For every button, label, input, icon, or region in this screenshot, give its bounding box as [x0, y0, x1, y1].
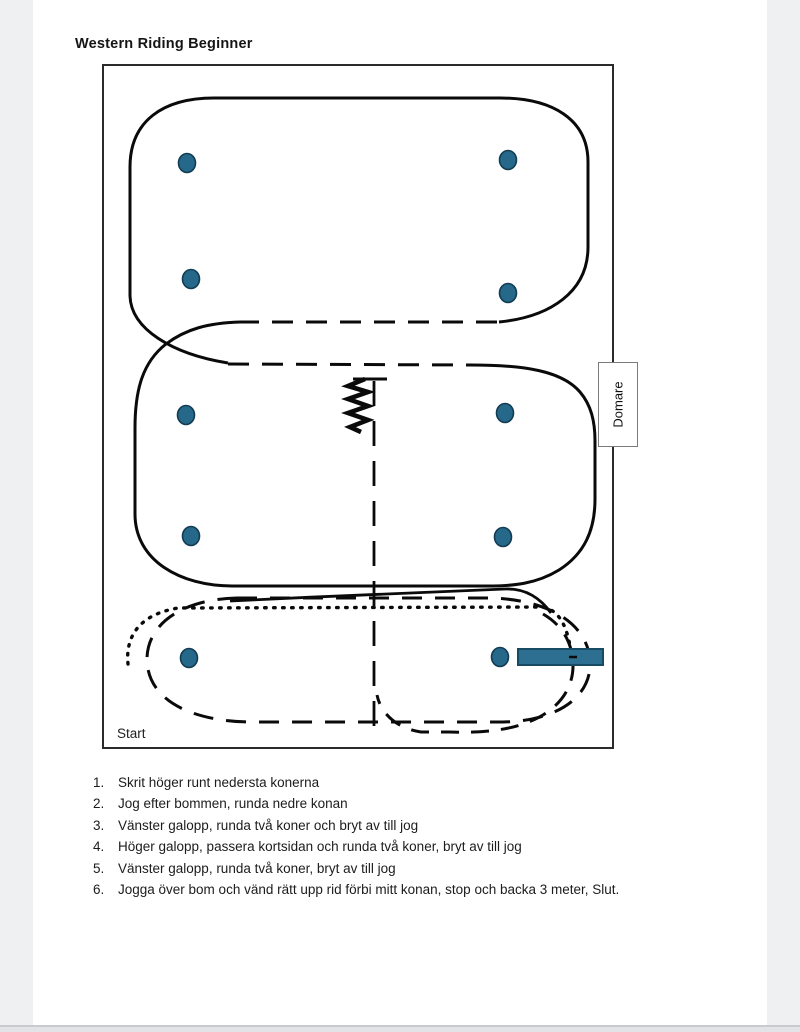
- instruction-text: Skrit höger runt nedersta konerna: [118, 775, 320, 790]
- instructions-list: [93, 772, 713, 900]
- instruction-item: [93, 793, 713, 814]
- instruction-number: 6.: [93, 882, 105, 898]
- cone-marker: [492, 648, 509, 667]
- start-label: Start: [117, 726, 146, 741]
- cone-marker: [495, 528, 512, 547]
- judge-box: [598, 362, 638, 447]
- ground-pole: [518, 649, 603, 665]
- cone-marker: [500, 151, 517, 170]
- cone-marker: [181, 649, 198, 668]
- instruction-number: 3.: [93, 817, 105, 833]
- instruction-item: [93, 836, 713, 857]
- instruction-text: Vänster galopp, runda två koner, bryt av till jog: [118, 860, 396, 876]
- instruction-item: [93, 772, 713, 793]
- instruction-text: Jogga över bom och vänd rätt upp rid förbi mitt konan, stop och backa 3 meter, Slut.: [118, 882, 620, 898]
- judge-label: Domare: [610, 381, 626, 428]
- instruction-item: [93, 858, 713, 879]
- cone-marker: [183, 527, 200, 546]
- cone-marker: [178, 406, 195, 425]
- instruction-text: Höger galopp, passera kortsidan och runda två koner, bryt av till jog: [118, 839, 522, 855]
- instruction-number: 2.: [93, 796, 105, 812]
- cone-marker: [179, 154, 196, 173]
- instruction-item: [93, 815, 713, 836]
- cone-marker: [500, 284, 517, 303]
- instruction-number: 1.: [93, 775, 105, 790]
- instruction-item: [93, 879, 713, 900]
- instruction-text: Jog efter bommen, runda nedre konan: [118, 796, 348, 812]
- path-middle-loop-dashed: [228, 364, 471, 365]
- cone-marker: [183, 270, 200, 289]
- instruction-text: Vänster galopp, runda två koner och bryt av till jog: [118, 817, 419, 833]
- cone-marker: [497, 404, 514, 423]
- page-title: Western Riding Beginner: [75, 36, 253, 52]
- instruction-number: 5.: [93, 860, 105, 876]
- instruction-number: 4.: [93, 839, 105, 855]
